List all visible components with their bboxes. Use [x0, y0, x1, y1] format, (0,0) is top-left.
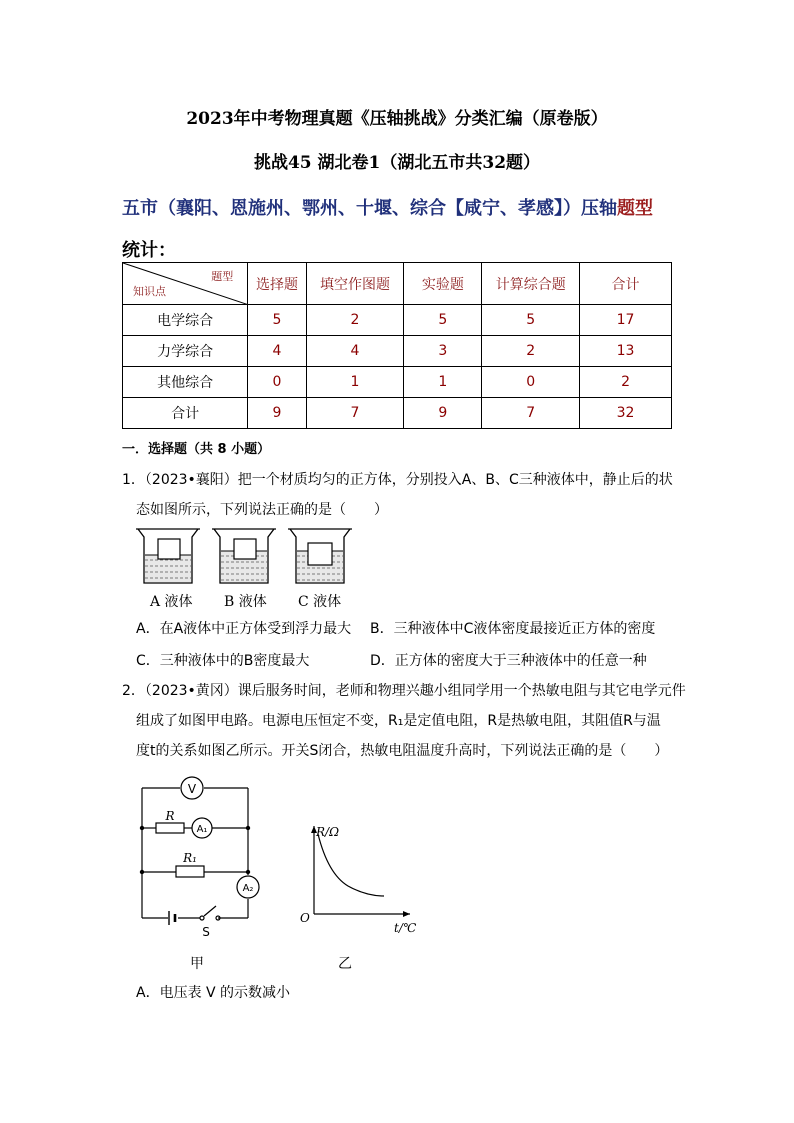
- row-label: 电学综合: [123, 305, 248, 336]
- region-heading: [122, 188, 682, 272]
- r-t-graph: [294, 818, 426, 938]
- row-label: 力学综合: [123, 336, 248, 367]
- col-header: 计算综合题: [482, 263, 580, 305]
- graph-xlabel: t/℃: [394, 921, 417, 935]
- cell: 0: [248, 367, 306, 398]
- voltmeter-label: V: [187, 782, 197, 796]
- region-heading-line2: 统计：: [122, 240, 176, 261]
- q1-option-a: A．在A液体中正方体受到浮力最大: [136, 621, 352, 637]
- ammeter-a1-label: A₁: [196, 824, 208, 835]
- resistor-r-label: R: [165, 809, 175, 823]
- q2-line1: 2．（2023•黄冈）课后服务时间，老师和物理兴趣小组同学用一个热敏电阻与其它电学元件: [122, 683, 686, 699]
- cell: 5: [404, 305, 482, 336]
- col-header: 合计: [580, 263, 672, 305]
- col-header: 选择题: [248, 263, 306, 305]
- beaker-b: [212, 529, 276, 583]
- cell: 5: [482, 305, 580, 336]
- col-header: 实验题: [404, 263, 482, 305]
- cell: 4: [248, 336, 306, 367]
- beaker-a: [136, 529, 200, 583]
- cell: 9: [248, 398, 306, 429]
- col-header: 填空作图题: [306, 263, 404, 305]
- beaker-label-b: B 液体: [224, 594, 267, 610]
- cell: 1: [306, 367, 404, 398]
- graph-curve: [318, 834, 384, 896]
- corner-top: 题型: [211, 270, 234, 283]
- cell: 7: [306, 398, 404, 429]
- cell: 2: [580, 367, 672, 398]
- resistor-r1-label: R₁: [183, 851, 197, 865]
- corner-cell: [123, 263, 248, 305]
- q2-line2: 组成了如图甲电路。电源电压恒定不变，R₁是定值电阻，R是热敏电阻，其阻值R与温: [136, 713, 661, 729]
- beakers-figure: [130, 525, 360, 587]
- q1-option-b: B．三种液体中C液体密度最接近正方体的密度: [370, 621, 656, 637]
- q1-option-c: C．三种液体中的B密度最大: [136, 653, 310, 669]
- q1-line2: 态如图所示，下列说法正确的是（ ）: [136, 502, 388, 518]
- page-subtitle: 挑战45 湖北卷1（湖北五市共32题）: [253, 153, 541, 173]
- cell: 32: [580, 398, 672, 429]
- cell: 2: [306, 305, 404, 336]
- table-row: [123, 367, 672, 398]
- q2-line3: 度t的关系如图乙所示。开关S闭合，热敏电阻温度升高时，下列说法正确的是（ ）: [136, 743, 669, 759]
- row-label: 其他综合: [123, 367, 248, 398]
- cell: 3: [404, 336, 482, 367]
- cell: 13: [580, 336, 672, 367]
- ammeter-a2-label: A₂: [242, 883, 254, 894]
- q1-option-d: D．正方体的密度大于三种液体中的任意一种: [370, 653, 647, 669]
- cell: 4: [306, 336, 404, 367]
- beaker-label-c: C 液体: [298, 594, 342, 610]
- table-row: [123, 336, 672, 367]
- graph-ylabel: R/Ω: [316, 825, 340, 839]
- cell: 9: [404, 398, 482, 429]
- beaker-c: [288, 529, 352, 583]
- region-heading-red: 题型: [617, 198, 653, 219]
- cell: 7: [482, 398, 580, 429]
- q2-option-a: A．电压表 V 的示数减小: [136, 985, 291, 1001]
- cell: 2: [482, 336, 580, 367]
- q1-line1: 1．（2023•襄阳）把一个材质均匀的正方体，分别投入A、B、C三种液体中，静止后的状: [122, 472, 673, 488]
- row-label: 合计: [123, 398, 248, 429]
- beaker-label-a: A 液体: [150, 594, 193, 610]
- graph-caption: 乙: [338, 956, 352, 972]
- cell: 0: [482, 367, 580, 398]
- table-row: [123, 305, 672, 336]
- cell: 5: [248, 305, 306, 336]
- page-title: 2023年中考物理真题《压轴挑战》分类汇编（原卷版）: [186, 109, 608, 129]
- section-heading: 一．选择题（共 8 小题）: [122, 442, 271, 457]
- stats-table: [122, 262, 672, 429]
- graph-origin: O: [300, 911, 310, 925]
- circuit-caption: 甲: [190, 956, 204, 972]
- cell: 1: [404, 367, 482, 398]
- table-row: [123, 398, 672, 429]
- corner-bottom: 知识点: [133, 285, 166, 298]
- cell: 17: [580, 305, 672, 336]
- switch-label: S: [202, 925, 210, 939]
- region-heading-blue: 五市（襄阳、恩施州、鄂州、十堰、综合【咸宁、孝感】）压轴: [122, 198, 617, 219]
- circuit-diagram: [128, 768, 268, 940]
